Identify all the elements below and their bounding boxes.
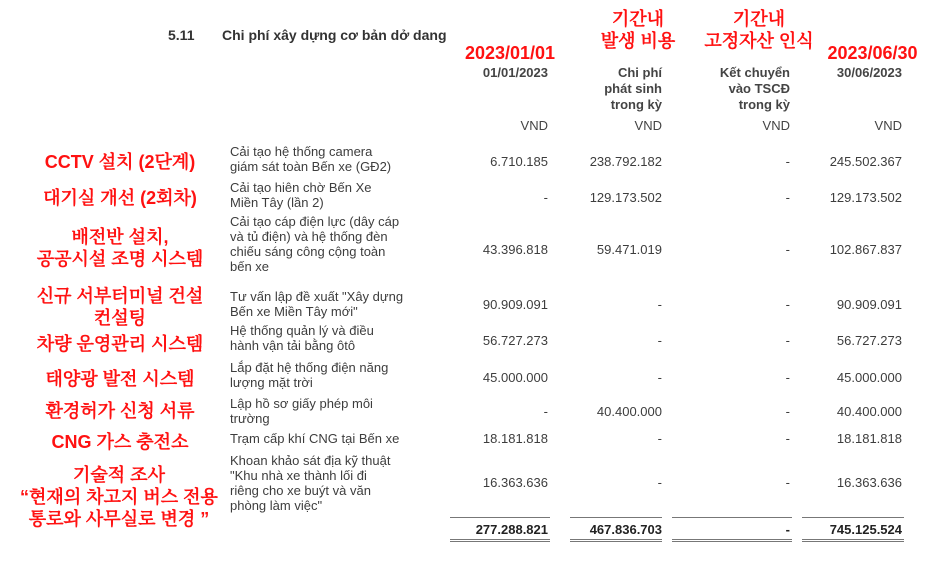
row-value: - [657,475,662,490]
row-description: Khoan khảo sát địa kỹ thuật "Khu nhà xe thành lối đi riêng cho xe buýt và văn phòng làm việc" [230,453,391,513]
total-double-rule [570,539,662,540]
row-description: Hệ thống quản lý và điều hành vận tải bằng ôtô [230,323,374,353]
section-title: Chi phí xây dựng cơ bản dở dang [222,27,447,43]
annotation-date-end: 2023/06/30 [827,43,918,63]
row-value: 102.867.837 [829,242,902,257]
row-value: 56.727.273 [482,333,548,348]
row-description: Lắp đặt hệ thống điện năng lượng mặt trời [230,360,389,390]
col-unit: VND [520,118,548,133]
row-description: Cải tạo hiên chờ Bến Xe Miền Tây (lần 2) [230,180,372,210]
row-value: 40.400.000 [836,404,902,419]
row-value: 18.181.818 [482,431,548,446]
total-value: 277.288.821 [475,522,548,537]
row-value: 43.396.818 [482,242,548,257]
row-value: - [543,404,548,419]
row-description: Cải tạo cáp điện lực (dây cáp và tủ điện) và hệ thống đèn chiếu sáng công cộng toàn bến xe [230,214,400,274]
row-value: - [785,242,790,257]
row-description: Cải tạo hệ thống camera giám sát toàn Bến xe (GĐ2) [230,144,392,174]
row-description: Lập hồ sơ giấy phép môi trường [230,396,373,426]
row-value: - [785,333,790,348]
section-number: 5.11 [168,27,195,43]
row-value: 90.909.091 [482,297,548,312]
row-value: 56.727.273 [836,333,902,348]
row-annotation: 환경허가 신청 서류 [45,401,195,421]
row-annotation: 배전반 설치, 공공시설 조명 시스템 [36,227,204,269]
total-double-rule [570,541,662,542]
row-value: - [657,370,662,385]
row-annotation: CCTV 설치 (2단계) [44,152,196,172]
row-value: 45.000.000 [836,370,902,385]
row-value: 129.173.502 [829,190,902,205]
total-value: 745.125.524 [829,522,902,537]
row-value: 45.000.000 [482,370,548,385]
row-value: - [785,475,790,490]
row-value: - [785,297,790,312]
col-unit: VND [634,118,662,133]
annotation-period-costs: 기간내 발생 비용 [600,9,676,51]
row-value: - [785,154,790,169]
row-value: 40.400.000 [596,404,662,419]
row-value: - [657,431,662,446]
row-value: - [785,404,790,419]
total-double-rule [450,539,550,540]
col-header-costs-incurred: Chi phí phát sinh trong kỳ [604,65,662,112]
col-header-opening: 01/01/2023 [482,65,548,80]
row-value: 245.502.367 [829,154,902,169]
row-value: 90.909.091 [836,297,902,312]
row-value: 238.792.182 [589,154,662,169]
row-description: Tư vấn lập đề xuất "Xây dựng Bến xe Miền Tây mới" [230,289,404,319]
col-unit: VND [762,118,790,133]
total-value: 467.836.703 [589,522,662,537]
row-annotation: 대기실 개선 (2회차) [43,188,197,208]
col-header-closing: 30/06/2023 [836,65,902,80]
total-double-rule [802,539,904,540]
row-value: 129.173.502 [589,190,662,205]
total-rule [672,517,792,518]
total-double-rule [672,539,792,540]
total-rule [570,517,662,518]
row-value: - [785,370,790,385]
row-value: 6.710.185 [490,154,548,169]
row-value: - [785,190,790,205]
col-unit: VND [874,118,902,133]
row-value: 59.471.019 [596,242,662,257]
row-annotation: 신규 서부터미널 건설 컨설팅 [36,286,204,328]
total-double-rule [672,541,792,542]
total-double-rule [802,541,904,542]
row-description: Trạm cấp khí CNG tại Bến xe [230,431,400,446]
row-value: - [657,297,662,312]
annotation-date-start: 2023/01/01 [464,43,556,63]
row-annotation: 차량 운영관리 시스템 [36,334,204,354]
row-value: - [543,190,548,205]
row-annotation: 기술적 조사 “현재의 차고지 버스 전용 통로와 사무실로 변경 ” [20,465,218,529]
row-value: - [657,333,662,348]
total-value: - [785,522,790,537]
total-rule [450,517,550,518]
row-value: 16.363.636 [836,475,902,490]
row-annotation: CNG 가스 충전소 [51,432,189,452]
row-value: 16.363.636 [482,475,548,490]
row-value: - [785,431,790,446]
row-value: 18.181.818 [836,431,902,446]
col-header-transferred: Kết chuyển vào TSCĐ trong kỳ [719,65,790,112]
total-double-rule [450,541,550,542]
total-rule [802,517,904,518]
row-annotation: 태양광 발전 시스템 [45,369,195,389]
annotation-period-asset-recognition: 기간내 고정자산 인식 [704,9,814,51]
